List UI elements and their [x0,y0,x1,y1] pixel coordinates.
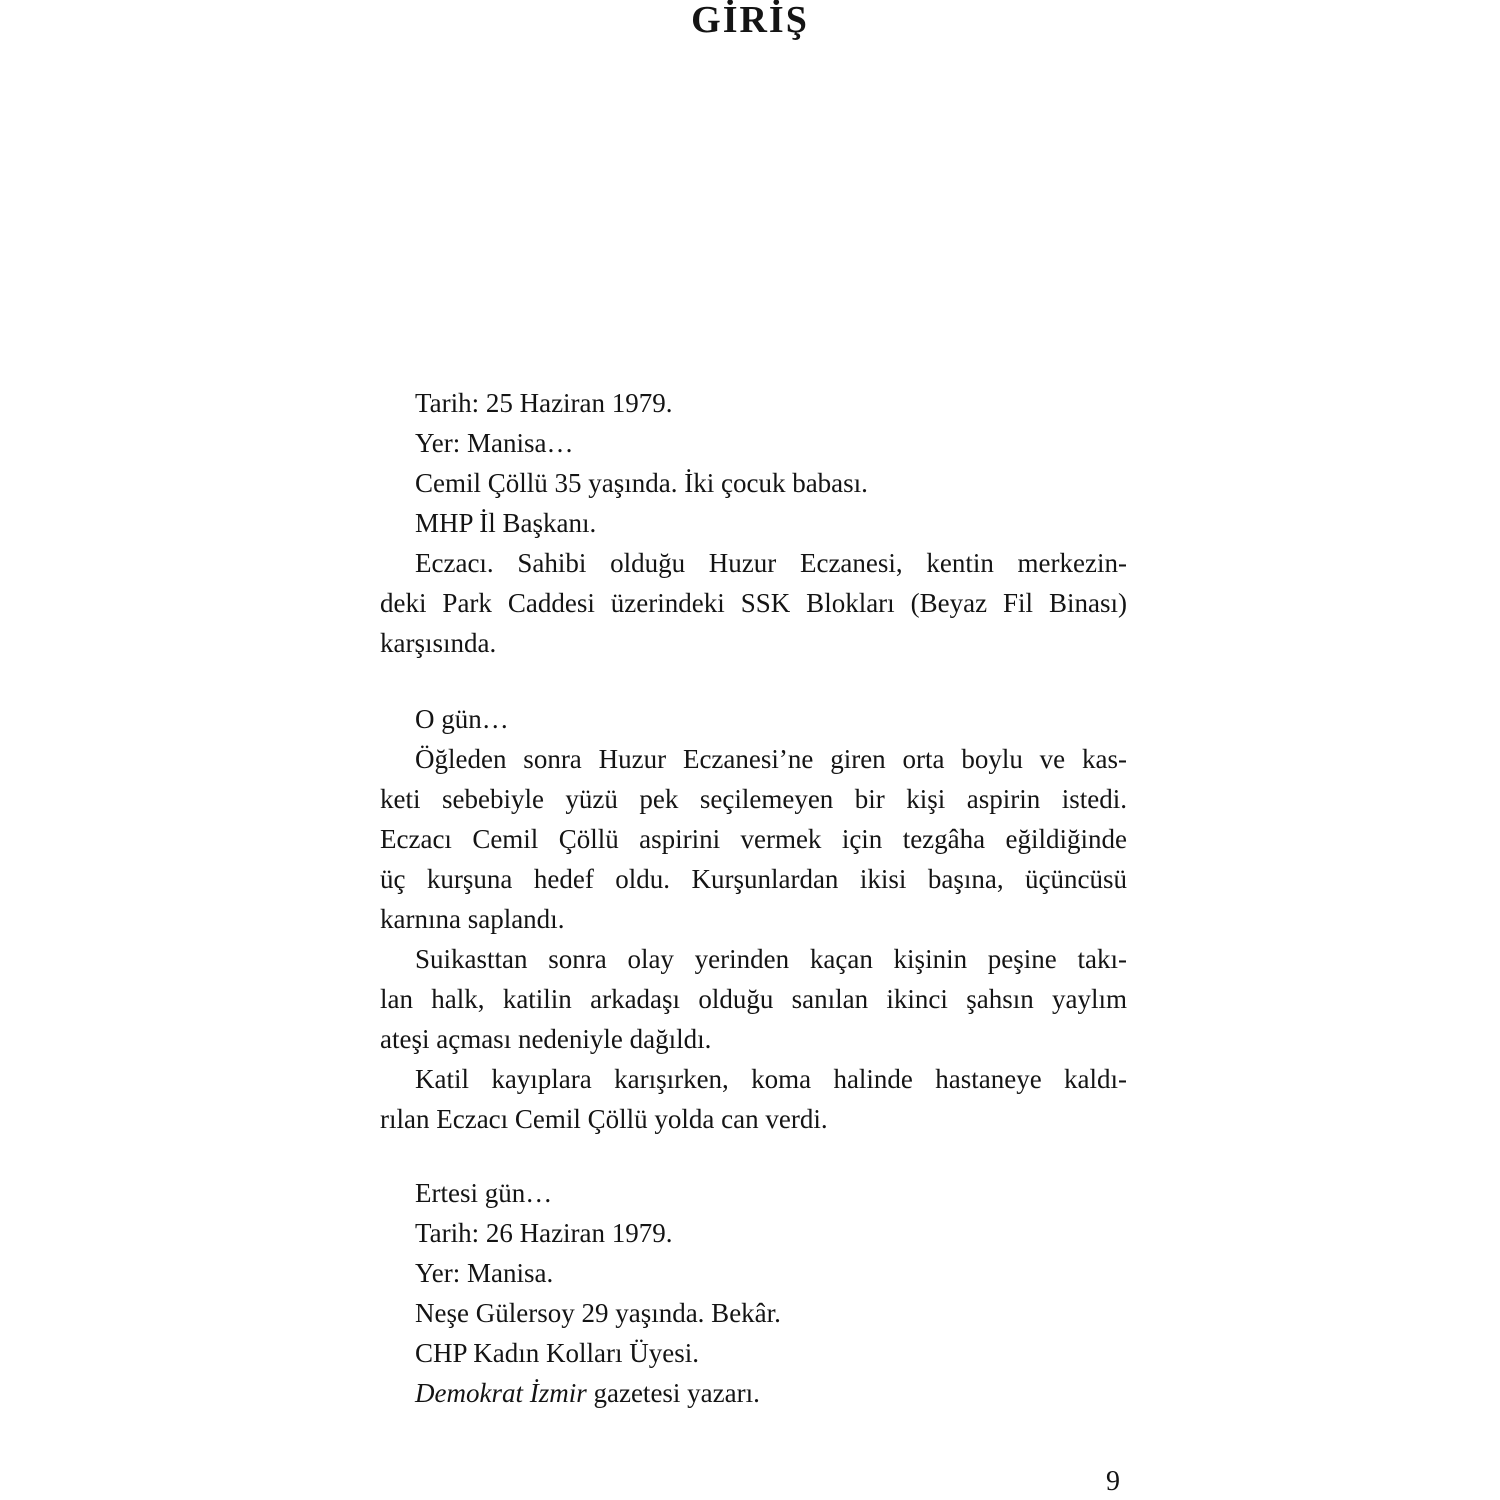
text-line: üç kurşuna hedef oldu. Kurşunlardan ikisi başına, üçüncüsü [380,864,1127,894]
text-line: Eczacı Cemil Çöllü aspirini vermek için tezgâha eğildiğinde [380,824,1127,854]
text-line-rest: gazetesi yazarı. [586,1378,760,1408]
text-line: deki Park Caddesi üzerindeki SSK Blokları (Beyaz Fil Binası) [380,588,1127,618]
text-line: Yer: Manisa. [415,1258,554,1288]
text-line: Eczacı. Sahibi olduğu Huzur Eczanesi, kentin merkezin- [415,548,1127,578]
text-line: karşısında. [380,628,497,658]
text-line: lan halk, katilin arkadaşı olduğu sanılan ikinci şahsın yaylım [380,984,1127,1014]
text-line: Tarih: 26 Haziran 1979. [415,1218,673,1248]
text-line: CHP Kadın Kolları Üyesi. [415,1338,699,1368]
page-title: GİRİŞ [691,0,809,41]
text-line [380,1373,1127,1413]
newspaper-name: Demokrat İzmir [415,1378,587,1408]
text-line: karnına saplandı. [380,904,565,934]
text-line: Tarih: 25 Haziran 1979. [415,388,673,418]
text-line: O gün… [415,704,509,734]
text-line: Yer: Manisa… [415,428,574,458]
text-line: ateşi açması nedeniyle dağıldı. [380,1024,712,1054]
text-line: Neşe Gülersoy 29 yaşında. Bekâr. [415,1298,781,1328]
body-text [380,383,1127,1413]
text-line: rılan Eczacı Cemil Çöllü yolda can verdi. [380,1104,828,1134]
text-line: Öğleden sonra Huzur Eczanesi’ne giren orta boylu ve kas- [415,744,1127,774]
text-line: Ertesi gün… [415,1178,553,1208]
text-line: MHP İl Başkanı. [415,508,597,538]
page-number: 9 [1106,1466,1120,1497]
text-line: Katil kayıplara karışırken, koma halinde hastaneye kaldı- [415,1064,1127,1094]
text-line: keti sebebiyle yüzü pek seçilemeyen bir kişi aspirin istedi. [380,784,1127,814]
text-line: Suikasttan sonra olay yerinden kaçan kişinin peşine takı- [415,944,1127,974]
text-line: Cemil Çöllü 35 yaşında. İki çocuk babası. [415,468,868,498]
